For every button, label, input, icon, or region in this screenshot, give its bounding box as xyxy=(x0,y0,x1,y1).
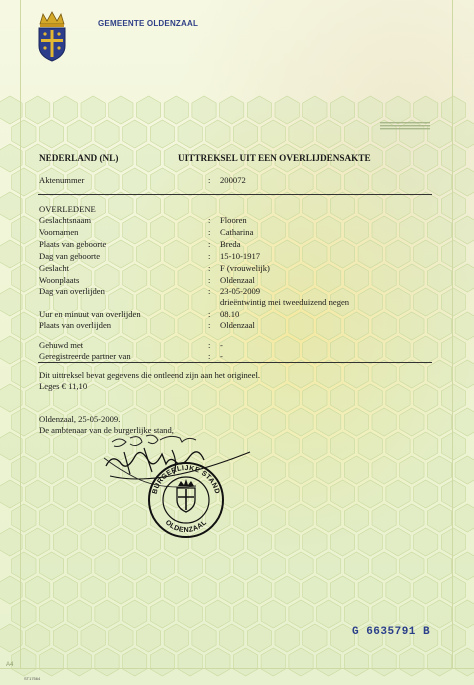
field-separator: : xyxy=(208,275,211,285)
field-label-uur-en-minuut: Uur en minuut van overlijden xyxy=(39,309,141,319)
date-in-words: drieëntwintig mei tweeduizend negen xyxy=(220,297,350,307)
municipality-name: GEMEENTE OLDENZAAL xyxy=(98,19,199,28)
field-separator: : xyxy=(208,227,211,237)
fee-text: Leges € 11,10 xyxy=(39,381,88,391)
stamp-bottom-text: OLDENZAAL xyxy=(163,519,209,535)
field-separator: : xyxy=(208,286,211,296)
field-separator: : xyxy=(208,215,211,225)
field-separator: : xyxy=(208,175,211,185)
disclaimer-text: Dit uittreksel bevat gegevens die ontleend zijn aan het origineel. xyxy=(39,370,260,380)
field-label-plaats-van-overlijden: Plaats van overlijden xyxy=(39,320,112,330)
field-label-gehuwd-met: Gehuwd met xyxy=(39,340,84,350)
field-label-plaats-van-geboorte: Plaats van geboorte xyxy=(39,239,107,249)
paper-size-label: A4 xyxy=(6,662,14,668)
stamp-top-text: BURGERLIJKE STAND xyxy=(151,464,221,495)
oldenzaal-crest-icon xyxy=(36,10,68,62)
left-margin-guide xyxy=(20,0,21,668)
field-value-dag-van-overlijden: 23-05-2009 xyxy=(220,286,261,296)
field-value-geslacht: F (vrouwelijk) xyxy=(220,263,270,273)
burgerlijke-stand-stamp xyxy=(142,460,230,540)
field-label-geslachtsnaam: Geslachtsnaam xyxy=(39,215,92,225)
field-value-gehuwd-met: - xyxy=(220,340,223,350)
field-value-aktenummer: 200072 xyxy=(220,175,246,185)
field-separator: : xyxy=(208,340,211,350)
field-separator: : xyxy=(208,251,211,261)
field-label-geslacht: Geslacht xyxy=(39,263,70,273)
section-heading-overledene: OVERLEDENE xyxy=(39,204,96,214)
country-heading: NEDERLAND (NL) xyxy=(39,153,119,163)
field-value-voornamen: Catharina xyxy=(220,227,254,237)
svg-text:OLDENZAAL xyxy=(164,519,209,534)
field-value-plaats-van-geboorte: Breda xyxy=(220,239,241,249)
field-value-geslachtsnaam: Flooren xyxy=(220,215,247,225)
field-separator: : xyxy=(208,263,211,273)
field-label-dag-van-geboorte: Dag van geboorte xyxy=(39,251,101,261)
right-margin-guide xyxy=(452,0,453,668)
field-separator: : xyxy=(208,320,211,330)
field-value-dag-van-geboorte: 15-10-1917 xyxy=(220,251,261,261)
microtext-security-strip xyxy=(380,121,430,131)
serial-number: G 6635791 B xyxy=(352,626,431,638)
field-value-woonplaats: Oldenzaal xyxy=(220,275,255,285)
field-separator: : xyxy=(208,309,211,319)
official-title: De ambtenaar van de burgerlijke stand, xyxy=(39,425,174,435)
field-separator: : xyxy=(208,239,211,249)
print-code: ST17564 xyxy=(24,676,41,681)
field-label-geregistreerde-partner: Geregistreerde partner van xyxy=(39,351,131,361)
field-label-dag-van-overlijden: Dag van overlijden xyxy=(39,286,105,296)
divider-line xyxy=(38,362,432,363)
field-value-uur-en-minuut: 08.10 xyxy=(220,309,240,319)
field-label-aktenummer: Aktenummer xyxy=(39,175,85,185)
place-and-date: Oldenzaal, 25-05-2009. xyxy=(39,414,121,424)
document-title: UITTREKSEL UIT EEN OVERLIJDENSAKTE xyxy=(178,153,371,163)
field-label-woonplaats: Woonplaats xyxy=(39,275,80,285)
divider-line xyxy=(38,194,432,195)
field-label-voornamen: Voornamen xyxy=(39,227,79,237)
stamp-crest-icon xyxy=(177,479,195,512)
field-value-geregistreerde-partner: - xyxy=(220,351,223,361)
bottom-margin-guide xyxy=(0,668,474,669)
field-value-plaats-van-overlijden: Oldenzaal xyxy=(220,320,255,330)
field-separator: : xyxy=(208,351,211,361)
